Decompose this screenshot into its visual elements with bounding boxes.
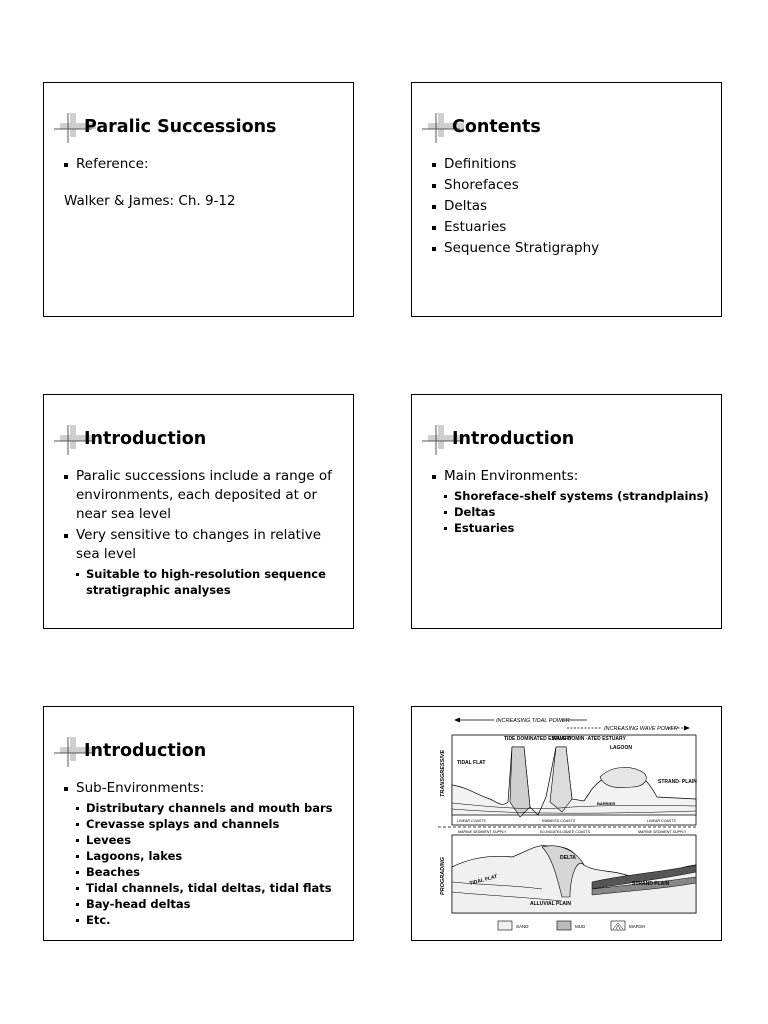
- bullet: Definitions: [432, 155, 713, 174]
- tidal-flat-bottom-label: TIDAL FLAT: [468, 873, 498, 887]
- slide-1: [43, 82, 354, 317]
- bullet: Estuaries: [432, 218, 713, 237]
- tide-dominated-estuary-label: TIDE DOMINATED ESTUARY: [504, 736, 572, 742]
- bullet: Shorefaces: [432, 176, 713, 195]
- sub-bullet: Lagoons, lakes: [76, 848, 345, 864]
- slide-body: [432, 155, 713, 260]
- prograding-label: PROGRADING: [440, 857, 446, 895]
- coast-label: EMBAYED COASTS: [542, 819, 576, 823]
- bullet: Reference:: [64, 155, 345, 174]
- sub-bullet: Beaches: [76, 864, 345, 880]
- sub-bullet: Estuaries: [444, 520, 713, 536]
- alluvial-plain-label: ALLUVIAL PLAIN: [530, 901, 572, 907]
- slide-2: [411, 82, 722, 317]
- tidal-power-label: INCREASING TIDAL POWER: [496, 718, 570, 724]
- power-arrows: [454, 718, 690, 733]
- slide-body: [64, 779, 345, 928]
- supply-label: ELONGATE/LOBATE COASTS: [540, 830, 590, 834]
- wave-dominated-estuary-label: WAVE DOMIN -ATED ESTUARY: [552, 736, 626, 742]
- supply-label: MARINE SEDIMENT SUPPLY: [458, 830, 507, 834]
- bullet: Very sensitive to changes in relative sea level: [64, 526, 345, 564]
- slide-title: Contents: [452, 117, 541, 137]
- slide-title: Introduction: [452, 429, 575, 449]
- bullet: Paralic successions include a range of environments, each deposited at or near sea level: [64, 467, 345, 524]
- sub-bullet: Tidal channels, tidal deltas, tidal flats: [76, 880, 345, 896]
- legend: [498, 921, 645, 930]
- supply-label: MARINE SEDIMENT SUPPLY: [638, 830, 687, 834]
- slide-3: [43, 394, 354, 629]
- bullet: Sub-Environments:: [64, 779, 345, 798]
- sub-bullet: Etc.: [76, 912, 345, 928]
- strandplain-label: STRAND- PLAIN: [658, 779, 697, 785]
- slide-6: [411, 706, 722, 941]
- bullet: Sequence Stratigraphy: [432, 239, 713, 258]
- bullet: Deltas: [432, 197, 713, 216]
- delta-label: DELTA: [560, 855, 576, 861]
- lagoon-label: LAGOON: [610, 745, 632, 751]
- legend-marsh: MARSH: [629, 924, 646, 929]
- paralic-environments-diagram: [412, 707, 722, 941]
- slide-title: Introduction: [84, 741, 207, 761]
- barrier-label: BARRIER: [597, 801, 616, 806]
- sub-bullet: Bay-head deltas: [76, 896, 345, 912]
- sub-bullet: Distributary channels and mouth bars: [76, 800, 345, 816]
- slide-body: [64, 155, 345, 211]
- sub-bullet: Crevasse splays and channels: [76, 816, 345, 832]
- slide-body: [432, 467, 713, 536]
- tidal-flat-label: TIDAL FLAT: [457, 760, 486, 766]
- coast-label: LINEAR COASTS: [647, 819, 676, 823]
- coast-label: LINEAR COASTS: [457, 819, 486, 823]
- legend-mud: MUD: [575, 924, 586, 929]
- slide-title: Paralic Successions: [84, 117, 277, 137]
- bullet: Main Environments:: [432, 467, 713, 486]
- strand-plain-label: STRAND PLAIN: [632, 881, 670, 887]
- sub-bullet: Suitable to high-resolution sequence stratigraphic analyses: [76, 566, 345, 598]
- slide-4: [411, 394, 722, 629]
- wave-power-label: INCREASING WAVE POWER: [604, 726, 678, 732]
- sub-bullet: Levees: [76, 832, 345, 848]
- slide-5: [43, 706, 354, 941]
- sub-bullet: Deltas: [444, 504, 713, 520]
- slide-body: [64, 467, 345, 598]
- slide-title: Introduction: [84, 429, 207, 449]
- transgressive-label: TRANSGRESSIVE: [440, 749, 446, 797]
- reference-text: Walker & James: Ch. 9-12: [64, 193, 236, 209]
- sub-bullet: Shoreface-shelf systems (strandplains): [444, 488, 713, 504]
- legend-sand: SAND: [516, 924, 529, 929]
